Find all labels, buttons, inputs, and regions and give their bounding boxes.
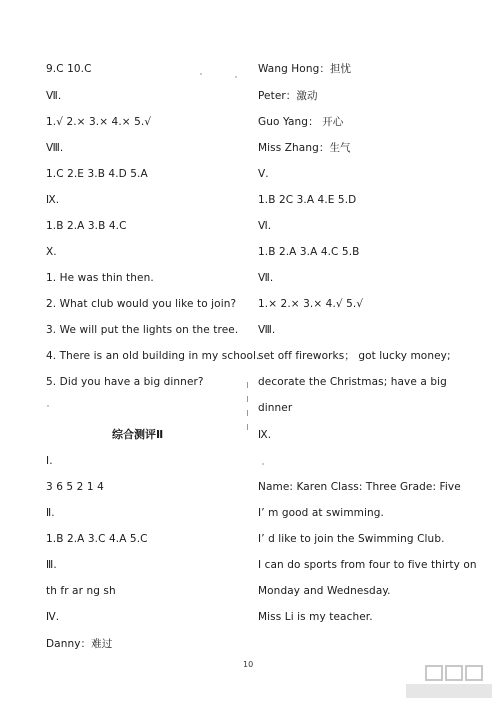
section-heading: Ⅱ. xyxy=(46,507,55,519)
answer-line: 3. We will put the lights on the tree. xyxy=(46,324,239,336)
answer-line: set off fireworks； got lucky money; xyxy=(258,350,451,362)
scan-speck xyxy=(262,463,264,465)
answer-line: 5. Did you have a big dinner? xyxy=(46,376,204,388)
answer-line: 1.B 2.A 3.A 4.C 5.B xyxy=(258,246,360,258)
scan-speck xyxy=(200,73,202,75)
answer-line: Danny：难过 xyxy=(46,638,113,650)
answer-line: 1.B 2C 3.A 4.E 5.D xyxy=(258,194,357,206)
answer-line: 1.C 2.E 3.B 4.D 5.A xyxy=(46,168,148,180)
answer-line: 1.× 2.× 3.× 4.√ 5.√ xyxy=(258,298,364,310)
section-title: 综合测评Ⅱ xyxy=(112,428,164,441)
watermark-logo-icon xyxy=(396,662,496,702)
answer-line: Peter：激动 xyxy=(258,90,318,102)
answer-line: I’ d like to join the Swimming Club. xyxy=(258,533,445,545)
answer-line: Name: Karen Class: Three Grade: Five xyxy=(258,481,461,493)
answer-line: 1.B 2.A 3.B 4.C xyxy=(46,220,127,232)
answer-line: 9.C 10.C xyxy=(46,63,92,75)
section-heading: Ⅸ. xyxy=(46,194,60,206)
answer-line: 1.√ 2.× 3.× 4.× 5.√ xyxy=(46,116,152,128)
answer-line: 3 6 5 2 1 4 xyxy=(46,481,104,493)
section-heading: Ⅹ. xyxy=(46,246,57,258)
section-heading: Ⅳ. xyxy=(46,611,60,623)
answer-line: dinner xyxy=(258,402,293,414)
page-number: 10 xyxy=(243,660,254,669)
section-heading: Ⅶ. xyxy=(46,90,62,102)
answer-line: Monday and Wednesday. xyxy=(258,585,391,597)
answer-line: th fr ar ng sh xyxy=(46,585,116,597)
column-divider xyxy=(247,382,249,442)
answer-line: Miss Li is my teacher. xyxy=(258,611,373,623)
section-heading: Ⅲ. xyxy=(46,559,57,571)
answer-line: 1. He was thin then. xyxy=(46,272,154,284)
answer-line: Wang Hong：担忧 xyxy=(258,63,352,75)
answer-line: 1.B 2.A 3.C 4.A 5.C xyxy=(46,533,148,545)
section-heading: Ⅴ. xyxy=(258,168,269,180)
scan-speck xyxy=(235,76,237,78)
section-heading: Ⅵ. xyxy=(258,220,272,232)
section-heading: Ⅷ. xyxy=(46,142,64,154)
answer-line: 2. What club would you like to join? xyxy=(46,298,237,310)
section-heading: Ⅰ. xyxy=(46,455,53,467)
answer-line: 4. There is an old building in my school. xyxy=(46,350,260,362)
section-heading: Ⅷ. xyxy=(258,324,276,336)
answer-line: Guo Yang： 开心 xyxy=(258,116,344,128)
answer-line: decorate the Christmas; have a big xyxy=(258,376,447,388)
answer-line: I can do sports from four to five thirty on xyxy=(258,559,477,571)
section-heading: Ⅶ. xyxy=(258,272,274,284)
answer-line: Miss Zhang：生气 xyxy=(258,142,351,154)
scan-speck xyxy=(47,405,49,407)
answer-line: I’ m good at swimming. xyxy=(258,507,384,519)
section-heading: Ⅸ. xyxy=(258,429,272,441)
